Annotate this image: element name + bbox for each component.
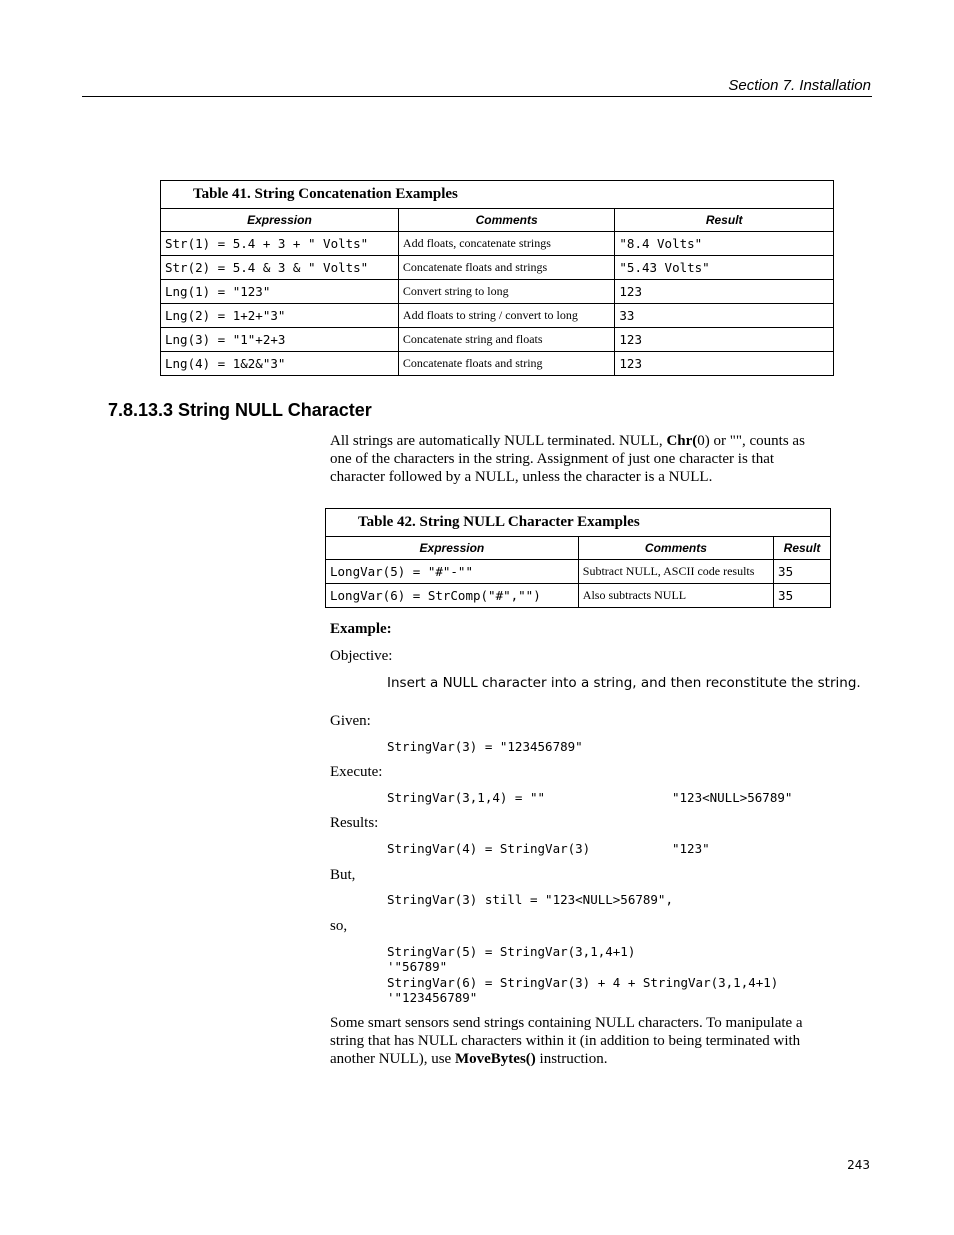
- column-header-expression: Expression: [161, 209, 399, 232]
- page-number: 243: [847, 1158, 870, 1172]
- table-row: [161, 328, 834, 352]
- comment-cell: Add floats to string / convert to long: [398, 304, 614, 328]
- table-caption: Table 41. String Concatenation Examples: [161, 181, 834, 209]
- execute-code: StringVar(3,1,4) = "": [387, 790, 546, 805]
- header-rule: [82, 96, 872, 97]
- comment-cell: Also subtracts NULL: [578, 584, 773, 608]
- results-code: StringVar(4) = StringVar(3): [387, 841, 591, 856]
- table-string-concatenation: [160, 180, 834, 376]
- result-cell: 123: [615, 328, 834, 352]
- column-header-result: Result: [615, 209, 834, 232]
- intro-text-b: 0) or "", counts as one of the characters in the string. Assignment of just one character is that character followed by a NULL, unless the character is a NULL.: [330, 433, 805, 485]
- table-row: [161, 304, 834, 328]
- closing-text-a: Some smart sensors send strings containing NULL characters. To manipulate a string that has NULL characters within it (in addition to being terminated with another NULL), use: [330, 1015, 803, 1067]
- expression-cell: Str(2) = 5.4 & 3 & " Volts": [161, 256, 399, 280]
- results-result: "123": [672, 841, 710, 856]
- comment-cell: Add floats, concatenate strings: [398, 232, 614, 256]
- intro-text-bold: Chr(: [666, 433, 698, 449]
- comment-cell: Subtract NULL, ASCII code results: [578, 560, 773, 584]
- table-row: [161, 256, 834, 280]
- objective-text: Insert a NULL character into a string, and then reconstitute the string.: [387, 675, 861, 691]
- comment-cell: Concatenate floats and strings: [398, 256, 614, 280]
- comment-cell: Concatenate floats and string: [398, 352, 614, 376]
- running-header: Section 7. Installation: [728, 77, 871, 94]
- result-cell: "5.43 Volts": [615, 256, 834, 280]
- given-label: Given:: [330, 713, 371, 729]
- so-label: so,: [330, 918, 348, 934]
- example-title: Example:: [330, 621, 392, 637]
- expression-cell: Lng(3) = "1"+2+3: [161, 328, 399, 352]
- so-code-line: '"123456789": [387, 990, 478, 1005]
- table-string-null: [325, 508, 831, 608]
- column-header-expression: Expression: [326, 537, 579, 560]
- expression-cell: LongVar(6) = StrComp("#",""): [326, 584, 579, 608]
- table-row: [161, 280, 834, 304]
- result-cell: 123: [615, 280, 834, 304]
- result-cell: 33: [615, 304, 834, 328]
- so-code-line: StringVar(5) = StringVar(3,1,4+1): [387, 944, 636, 959]
- so-code-line: '"56789": [387, 959, 448, 974]
- result-cell: "8.4 Volts": [615, 232, 834, 256]
- expression-cell: Lng(2) = 1+2+"3": [161, 304, 399, 328]
- column-header-comments: Comments: [398, 209, 614, 232]
- result-cell: 35: [774, 584, 831, 608]
- intro-paragraph: [330, 432, 830, 486]
- execute-result: "123<NULL>56789": [672, 790, 793, 805]
- table-row: [326, 584, 831, 608]
- column-header-comments: Comments: [578, 537, 773, 560]
- closing-text-bold: MoveBytes(): [454, 1051, 536, 1067]
- comment-cell: Concatenate string and floats: [398, 328, 614, 352]
- execute-label: Execute:: [330, 764, 383, 780]
- expression-cell: Str(1) = 5.4 + 3 + " Volts": [161, 232, 399, 256]
- table-row: [161, 232, 834, 256]
- result-cell: 35: [774, 560, 831, 584]
- but-code: StringVar(3) still = "123<NULL>56789",: [387, 892, 673, 907]
- section-heading: 7.8.13.3 String NULL Character: [108, 400, 372, 420]
- objective-label: Objective:: [330, 648, 393, 664]
- intro-text-a: All strings are automatically NULL terminated. NULL,: [330, 433, 667, 449]
- closing-paragraph: [330, 1014, 830, 1068]
- result-cell: 123: [615, 352, 834, 376]
- table-row: [161, 352, 834, 376]
- expression-cell: Lng(4) = 1&2&"3": [161, 352, 399, 376]
- but-label: But,: [330, 867, 356, 883]
- given-code: StringVar(3) = "123456789": [387, 739, 583, 754]
- closing-text-b: instruction.: [535, 1051, 608, 1067]
- table-row: [326, 560, 831, 584]
- table-caption: Table 42. String NULL Character Examples: [326, 509, 831, 537]
- so-code-line: StringVar(6) = StringVar(3) + 4 + StringVar(3,1,4+1): [387, 975, 779, 990]
- expression-cell: Lng(1) = "123": [161, 280, 399, 304]
- expression-cell: LongVar(5) = "#"-"": [326, 560, 579, 584]
- column-header-result: Result: [774, 537, 831, 560]
- comment-cell: Convert string to long: [398, 280, 614, 304]
- results-label: Results:: [330, 815, 379, 831]
